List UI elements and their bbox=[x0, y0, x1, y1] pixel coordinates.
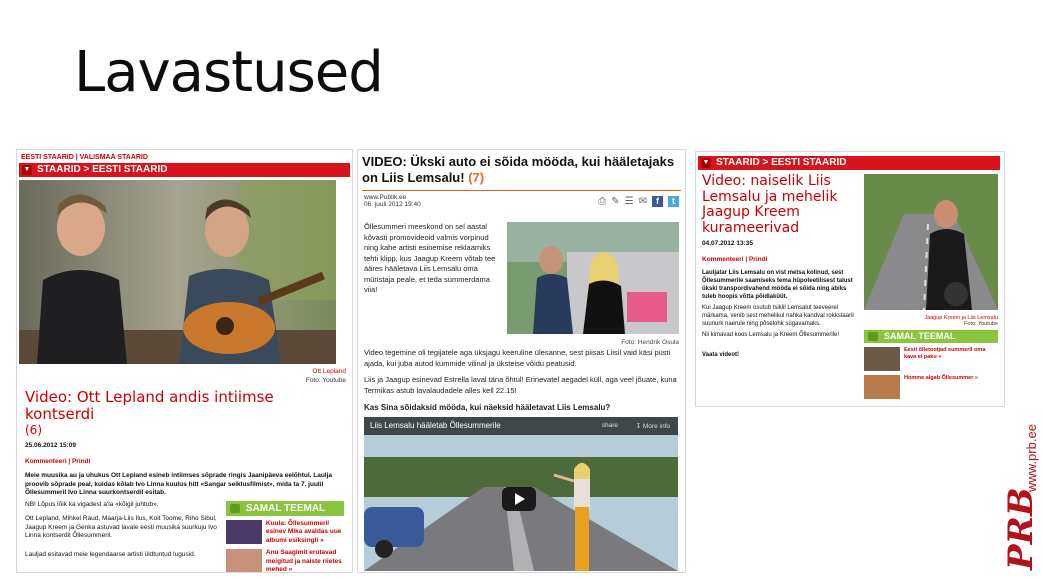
comment-icon[interactable]: ☰ bbox=[624, 195, 634, 207]
article-paragraph: Kui Jaagup Kreem osutub tsiklil Lemsalut teeveerel märkama, venib sest mehelikul nahka kandval rokkstaaril suunurk naerule ning põselohk sügavamaks. bbox=[702, 305, 854, 327]
section-label: STAARID > EESTI STAARID bbox=[37, 164, 168, 175]
article-paragraph: Ott Lepland, Mihkel Raud, Maarja-Liis Ilus, Koit Toome, Riho Sibul, Jaagup Kreem ja Genka astuvad lavale eesti muusika suurkuju Ivo Linna kontserdil Õllesummeril. bbox=[25, 515, 217, 539]
article-paragraph: Lauljad esitavad meie legendaarse artisti üldtuntud lugusid. bbox=[25, 550, 196, 558]
article-paragraph: Video tegemine oli tegijatele aga üksjagu keeruline ülesanne, sest piisas Liisil vaid käsi püsti ajada, kui juba autod kummide vilinal ja üksteise võidu peatusid. bbox=[364, 348, 671, 368]
section-label: STAARID > EESTI STAARID bbox=[716, 157, 847, 168]
related-header bbox=[226, 501, 344, 516]
photo-caption-source: Foto: Youtube bbox=[305, 377, 346, 384]
mail-icon[interactable]: ✉ bbox=[638, 195, 647, 207]
related-link[interactable]: Eesti õlletootjad summeril oma kava ei paku » bbox=[904, 347, 986, 360]
article-paragraph: Õllesummeri meeskond on sel aastal kõvasti promovideoid valmis vorpinud ning kahe artisti esinemise reklaamiks tehti klipp, kus Jaagup Kreem võtab tee ääres hääletava Liis Lemsalu oma müristaja peale, et teda summerdama viia! bbox=[364, 222, 496, 294]
article-date: 06. juuli 2012 19:40 bbox=[364, 201, 421, 208]
article-photo bbox=[19, 180, 336, 364]
video-share-link[interactable]: share bbox=[601, 422, 618, 429]
article-screenshot-ott-lepland bbox=[17, 150, 352, 572]
top-nav-links[interactable]: EESTI STAARID | VALISMAA STAARID bbox=[21, 154, 148, 161]
photo-caption-name: Ott Lepland bbox=[312, 368, 346, 375]
chevron-icon bbox=[868, 332, 878, 341]
related-thumbnail bbox=[226, 549, 262, 572]
video-title-bar bbox=[364, 417, 678, 435]
related-link[interactable]: Anu Saagimit erutavad meigitud ja naiste riietes mehed » bbox=[265, 549, 342, 572]
video-player[interactable] bbox=[364, 417, 678, 571]
headline-text: VIDEO: Ükski auto ei sõida mööda, kui hääletajaks on Liis Lemsalu! bbox=[362, 154, 675, 185]
chevron-icon bbox=[230, 504, 240, 513]
article-photo bbox=[864, 174, 998, 310]
related-item[interactable] bbox=[864, 347, 998, 371]
comment-print-links[interactable]: Kommenteeri | Prindi bbox=[702, 255, 768, 263]
chevron-down-icon: ▼ bbox=[702, 159, 710, 166]
article-lead: Meie muusika au ja uhukus Ott Lepland esineb intiimses sõprade ringis Jaanipäeva eelõhtul. Laulja proovib sõprade peal, kuidas kõlab Ivo Linna kuulus hitt «Sangar seiklusfilmist», mida ta 7. juulil Õllesummeril Ivo Linna suurkontserdil esitab. bbox=[25, 472, 333, 496]
video-more-info[interactable]: ↧ More info bbox=[635, 423, 670, 430]
photo-caption-name: Jaagup Kreem ja Liis Lemsalu bbox=[924, 315, 998, 321]
logo-text: PRB bbox=[1001, 487, 1040, 570]
related-item[interactable] bbox=[226, 549, 344, 572]
source-label[interactable]: www.Publik.ee bbox=[364, 194, 407, 201]
related-link[interactable]: Kuula: Õllesummeril esinev Mika avaldas uue albumi esiksingli » bbox=[265, 519, 342, 544]
article-screenshot-kurameerivad bbox=[696, 152, 1004, 406]
play-button[interactable] bbox=[502, 487, 536, 511]
related-sidebar bbox=[226, 501, 344, 573]
edit-icon[interactable]: ✎ bbox=[611, 195, 620, 207]
article-date: 25.06.2012 15:09 bbox=[25, 442, 76, 449]
headline-text: Video: Ott Lepland andis intiimse kontserdi bbox=[25, 388, 274, 423]
article-photo bbox=[507, 222, 679, 334]
more-info-label: More info bbox=[642, 423, 670, 430]
video-title[interactable]: Liis Lemsalu hääletab Õllesummerile bbox=[370, 421, 501, 430]
article-paragraph: Liis ja Jaagup esinevad Estrella laval täna õhtul! Erinevatel aegadel küll, aga veel jõuate, kuna Termikas astub lavalaudadele alles kell 22.15! bbox=[364, 375, 677, 395]
article-paragraph: Nii kimavad koos Lemsalu ja Kreem Õllesummerile! bbox=[702, 332, 840, 338]
article-screenshot-liis-lemsalu bbox=[358, 150, 685, 572]
prb-logo-mark bbox=[1000, 382, 1040, 572]
watch-video-link[interactable]: Vaata videot! bbox=[702, 352, 740, 358]
print-icon[interactable]: ⎙ bbox=[598, 195, 607, 207]
twitter-icon[interactable]: t bbox=[668, 196, 679, 207]
chevron-down-icon: ▼ bbox=[23, 166, 31, 173]
related-item[interactable] bbox=[864, 375, 998, 399]
article-headline[interactable] bbox=[358, 150, 685, 186]
slide-title: Lavastused bbox=[74, 40, 383, 105]
article-headline[interactable]: Video: naiselik Liis Lemsalu ja mehelik Jaagup Kreem kurameerivad bbox=[702, 173, 838, 236]
prb-logo bbox=[1000, 382, 1040, 572]
article-date: 04.07.2012 13:35 bbox=[702, 240, 753, 247]
related-header-label: SAMAL TEEMAL bbox=[245, 502, 326, 514]
article-headline[interactable] bbox=[25, 389, 344, 423]
share-toolbar bbox=[598, 194, 679, 208]
article-paragraph: NB! Lõpus lõik ka vigadest a'la «kõigil juhtub». bbox=[25, 500, 159, 508]
related-item[interactable] bbox=[226, 520, 344, 546]
section-bar[interactable] bbox=[19, 163, 350, 177]
facebook-icon[interactable]: f bbox=[652, 196, 663, 207]
question-text: Kas Sina sõidaksid mööda, kui näeksid hääletavat Liis Lemsalu? bbox=[364, 403, 611, 412]
photo-caption: Foto: Hendrik Osula bbox=[621, 339, 679, 346]
related-thumbnail bbox=[226, 520, 262, 544]
comment-count[interactable]: (6) bbox=[25, 423, 42, 437]
related-thumbnail bbox=[864, 375, 900, 399]
photo-caption-source: Foto: Youtube bbox=[964, 321, 998, 327]
musicians-photo bbox=[19, 180, 336, 364]
related-link[interactable]: Homme algab Õllesummer » bbox=[904, 375, 978, 381]
comment-print-links[interactable]: Kommenteeri | Prindi bbox=[25, 457, 91, 465]
section-bar[interactable] bbox=[698, 156, 1000, 170]
play-icon bbox=[515, 493, 525, 505]
related-header bbox=[864, 330, 998, 343]
related-thumbnail bbox=[864, 347, 900, 371]
comment-count[interactable]: (7) bbox=[468, 170, 485, 185]
article-lead: Lauljatar Liis Lemsalu on vist metsa kolinud, sest Õllesummerile saamiseks tema hüpoteetilisest talust ükski transpordivahend mööda ei sõida ning abiks tuleb hoopis võtta põidlaküüt. bbox=[702, 270, 853, 300]
related-header-label: SAMAL TEEMAL bbox=[884, 331, 956, 341]
logo-url: www.prb.ee bbox=[1024, 424, 1039, 492]
